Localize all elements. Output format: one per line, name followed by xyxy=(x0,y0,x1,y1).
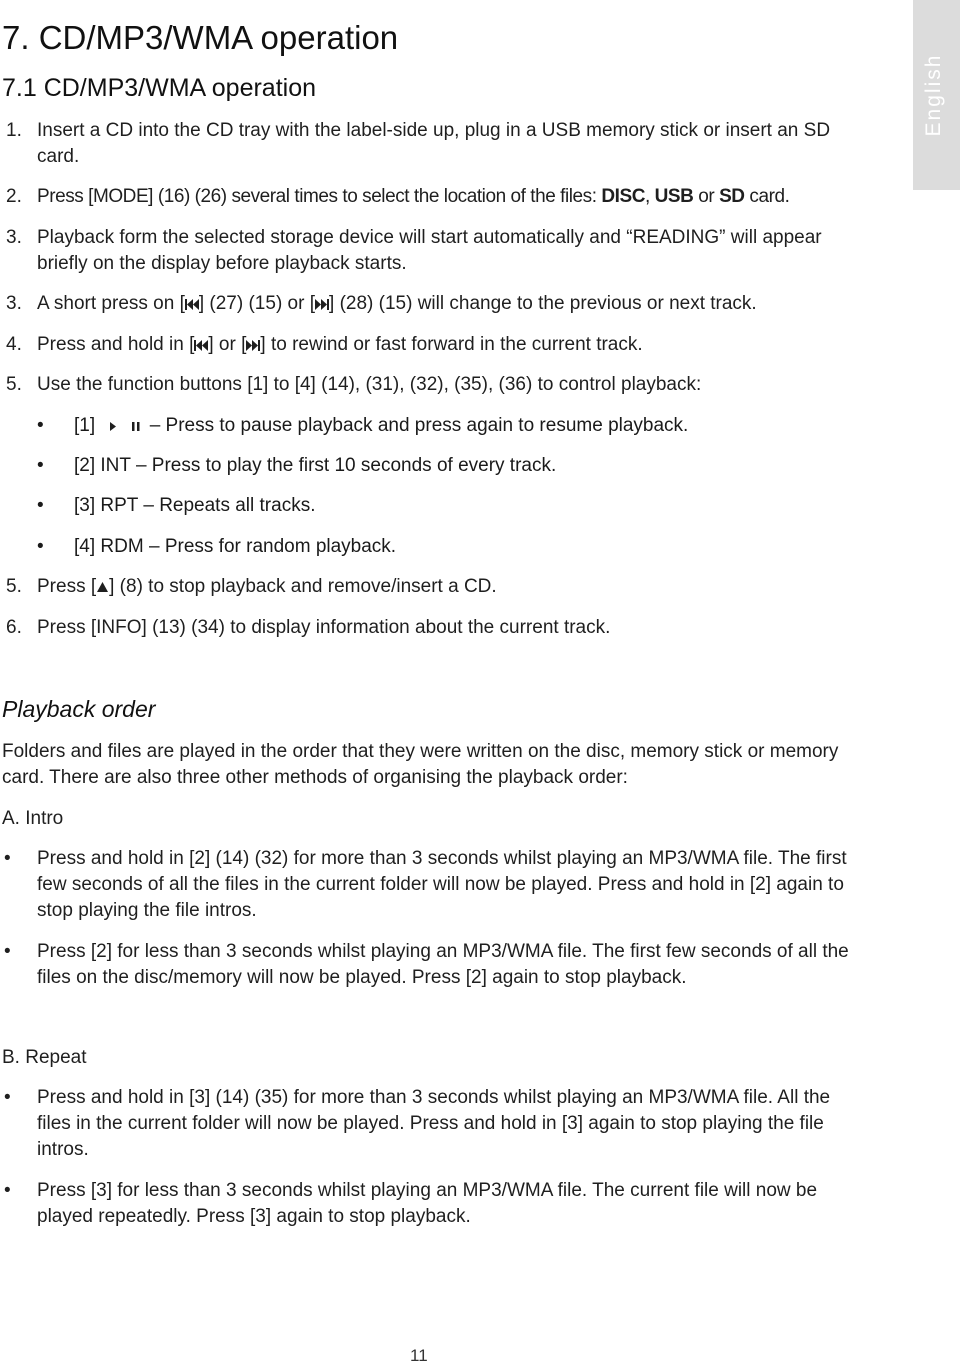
section-heading: 7. CD/MP3/WMA operation xyxy=(2,19,399,56)
play-icon xyxy=(108,420,118,433)
step-6: 6. Press [INFO] (13) (34) to display information about the current track. xyxy=(6,617,611,638)
function-bullet-2: • [2] INT – Press to play the first 10 seconds of every track. xyxy=(37,455,557,476)
section-b-title: B. Repeat xyxy=(2,1047,87,1068)
page-number: 11 xyxy=(410,1346,428,1365)
step-5: 5. Use the function buttons [1] to [4] (14), (31), (32), (35), (36) to control playback: xyxy=(6,374,702,395)
section-a-title: A. Intro xyxy=(2,808,64,829)
step-5b: 5. Press [ ] (8) to stop playback and remove/insert a CD. xyxy=(6,576,497,597)
function-bullet-1: • [1] – Press to pause playback and press again to resume playback. xyxy=(37,415,689,436)
step-4: 4. Press and hold in [ ] or [ ] to rewind or fast forward in the current track. xyxy=(6,334,643,355)
section-b-bullet-1: • Press and hold in [3] (14) (35) for more than 3 seconds whilst playing an MP3/WMA file. All the files in the current folder will now be played. Press and hold in [3] again to stop playing the file intros. xyxy=(4,1087,831,1160)
section-a-bullet-2: • Press [2] for less than 3 seconds whilst playing an MP3/WMA file. The first few seconds of all the files on the disc/memory will now be played. Press [2] again to stop playback. xyxy=(4,941,849,988)
language-tab-label: English xyxy=(922,53,945,137)
playback-order-title: Playback order xyxy=(2,696,156,722)
pause-icon xyxy=(130,420,142,433)
rewind-icon xyxy=(194,339,208,352)
function-bullet-3: • [3] RPT – Repeats all tracks. xyxy=(37,495,316,516)
step-3b: 3. A short press on [ ] (27) (15) or [ ] (28) (15) will change to the previous or next track. xyxy=(6,293,757,314)
step-3: 3. Playback form the selected storage device will start automatically and “READING” will appear briefly on the display before playback starts. xyxy=(6,227,822,274)
playback-order-intro: Folders and files are played in the order that they were written on the disc, memory stick or memory card. There are also three other methods of organising the playback order: xyxy=(2,741,839,788)
fast-forward-icon xyxy=(246,339,260,352)
function-bullet-4: • [4] RDM – Press for random playback. xyxy=(37,536,397,557)
section-b-bullet-2: • Press [3] for less than 3 seconds whilst playing an MP3/WMA file. The current file will now be played repeatedly. Press [3] again to stop playback. xyxy=(4,1180,818,1227)
step-1: 1. Insert a CD into the CD tray with the label-side up, plug in a USB memory stick or insert an SD card. xyxy=(6,120,831,167)
next-track-icon xyxy=(315,298,329,311)
subsection-heading: 7.1 CD/MP3/WMA operation xyxy=(2,74,317,102)
previous-track-icon xyxy=(185,298,199,311)
step-2: 2. Press [MODE] (16) (26) several times to select the location of the files: DISC, USB or SD card. xyxy=(6,186,790,207)
eject-icon xyxy=(96,581,109,594)
section-a-bullet-1: • Press and hold in [2] (14) (32) for more than 3 seconds whilst playing an MP3/WMA file. The first few seconds of all the files in the current folder will now be played. Press and hold in [2] again to stop playing the file intros. xyxy=(4,848,847,921)
